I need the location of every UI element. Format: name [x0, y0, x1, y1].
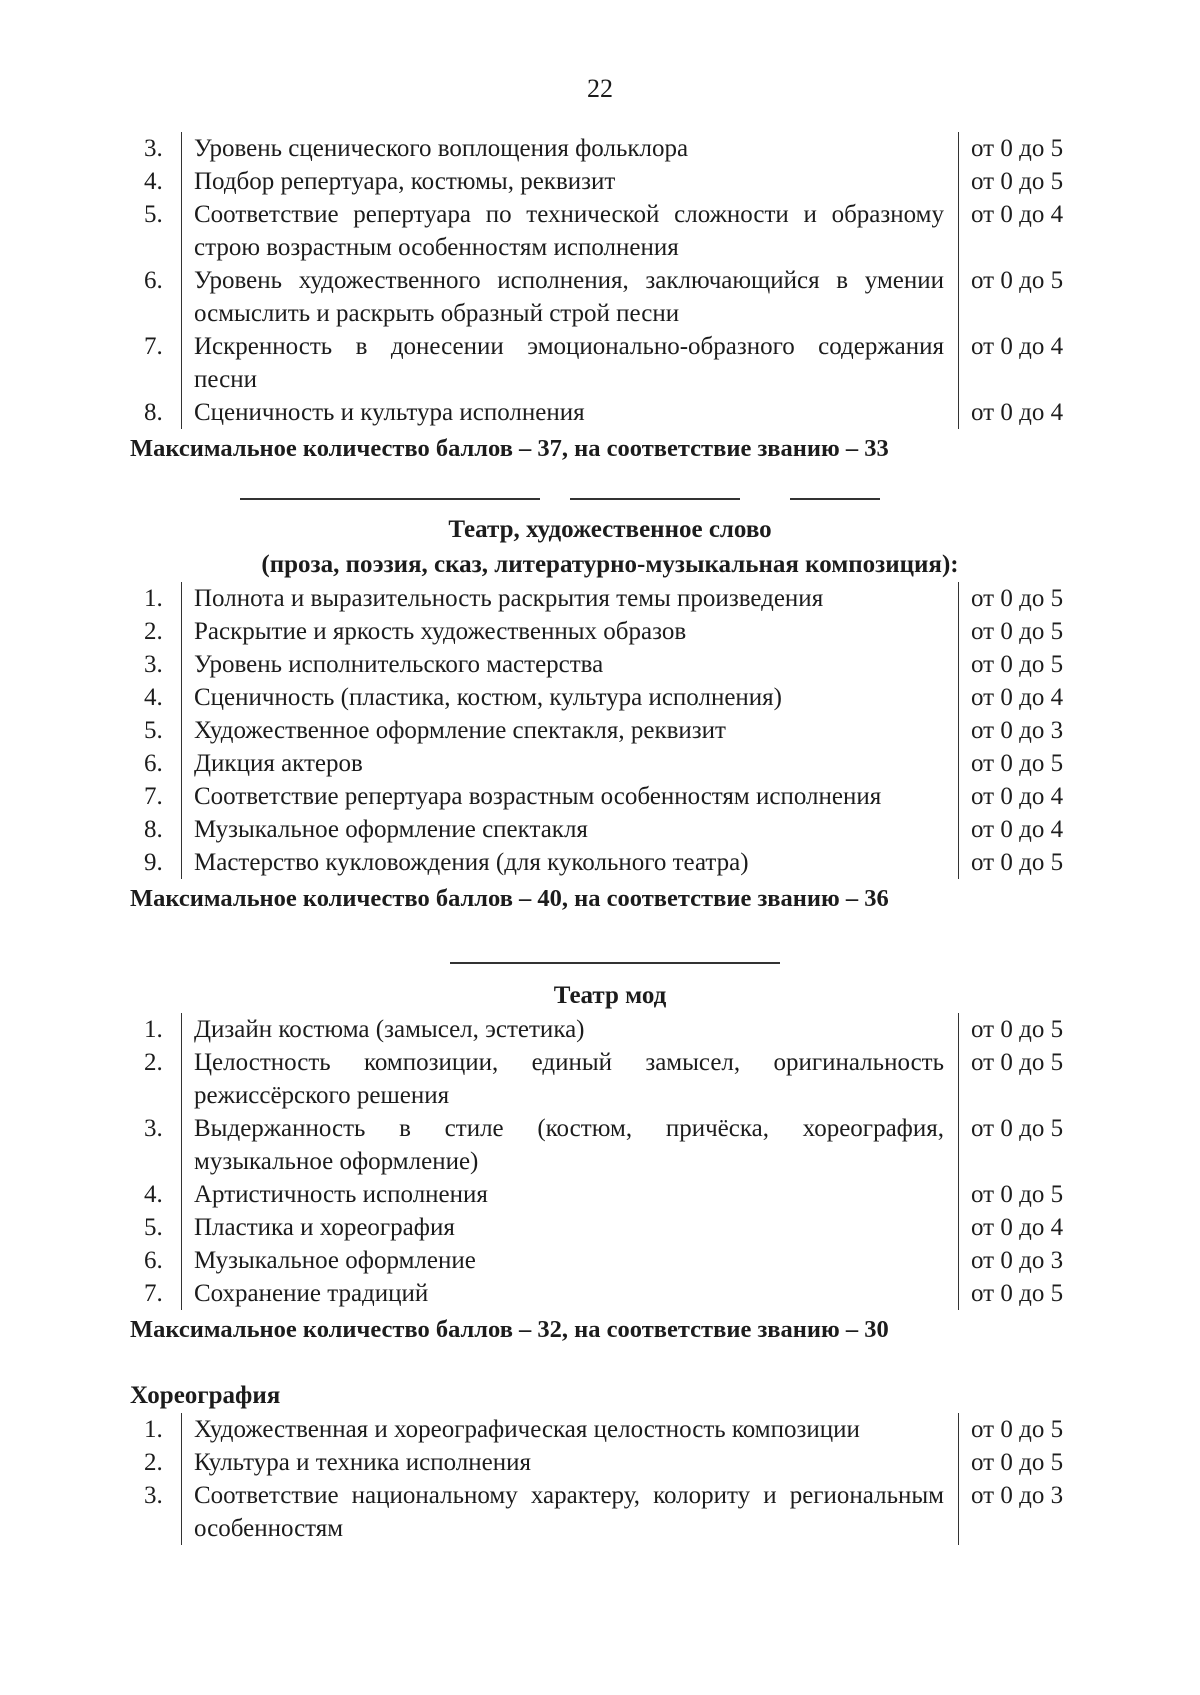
section-theatre — [130, 512, 1090, 917]
table-row — [130, 1112, 1090, 1178]
row-criterion: Соответствие репертуара по технической сложности и образному строю возрастным особенностям исполнения — [194, 201, 944, 261]
row-number: 8. — [130, 396, 182, 429]
row-score: от 0 до 4 — [958, 681, 1090, 714]
row-score: от 0 до 5 — [958, 1178, 1090, 1211]
table-row — [130, 846, 1090, 879]
table-row — [130, 1211, 1090, 1244]
row-score: от 0 до 5 — [958, 1277, 1090, 1310]
max-score-total: Максимальное количество баллов – 40, на соответствие званию – 36 — [130, 885, 889, 912]
row-number: 1. — [130, 582, 182, 615]
row-number: 3. — [130, 1479, 182, 1545]
row-criterion: Художественная и хореографическая целостность композиции — [194, 1416, 860, 1443]
row-number: 4. — [130, 165, 182, 198]
divider-line — [570, 498, 740, 500]
row-criterion: Сценичность и культура исполнения — [194, 399, 585, 426]
row-criterion: Соответствие репертуара возрастным особенностям исполнения — [194, 783, 882, 810]
table-row — [130, 330, 1090, 396]
divider-line — [790, 498, 880, 500]
row-number: 1. — [130, 1013, 182, 1046]
page-number: 22 — [587, 74, 613, 103]
row-criterion: Музыкальное оформление — [194, 1247, 476, 1274]
row-number: 3. — [130, 648, 182, 681]
table-row — [130, 396, 1090, 429]
row-criterion: Раскрытие и яркость художественных образов — [194, 618, 687, 645]
row-criterion: Полнота и выразительность раскрытия темы произведения — [194, 585, 824, 612]
table-row — [130, 1446, 1090, 1479]
row-score: от 0 до 5 — [958, 1446, 1090, 1479]
row-criterion: Соответствие национальному характеру, колориту и региональным особенностям — [194, 1482, 944, 1542]
table-row — [130, 264, 1090, 330]
section-title: Театр мод — [553, 982, 667, 1009]
row-criterion: Уровень сценического воплощения фольклора — [194, 135, 689, 162]
row-score: от 0 до 4 — [958, 198, 1090, 264]
table-row — [130, 1277, 1090, 1310]
row-number: 5. — [130, 1211, 182, 1244]
row-score: от 0 до 4 — [958, 780, 1090, 813]
table-row — [130, 714, 1090, 747]
table-row — [130, 1013, 1090, 1046]
table-row — [130, 681, 1090, 714]
row-criterion: Музыкальное оформление спектакля — [194, 816, 588, 843]
row-score: от 0 до 5 — [958, 648, 1090, 681]
section-subtitle: (проза, поэзия, сказ, литературно-музыкальная композиция): — [261, 551, 959, 578]
row-criterion: Художественное оформление спектакля, реквизит — [194, 717, 726, 744]
divider-line — [450, 962, 780, 964]
table-row — [130, 582, 1090, 615]
table-row — [130, 132, 1090, 165]
row-criterion: Сценичность (пластика, костюм, культура исполнения) — [194, 684, 783, 711]
row-number: 3. — [130, 132, 182, 165]
row-number: 9. — [130, 846, 182, 879]
row-score: от 0 до 5 — [958, 615, 1090, 648]
row-criterion: Дизайн костюма (замысел, эстетика) — [194, 1016, 585, 1043]
row-number: 5. — [130, 198, 182, 264]
row-criterion: Уровень художественного исполнения, заключающийся в умении осмыслить и раскрыть образный строй песни — [194, 267, 944, 327]
row-number: 6. — [130, 1244, 182, 1277]
row-score: от 0 до 4 — [958, 330, 1090, 396]
row-number: 2. — [130, 1446, 182, 1479]
row-criterion: Уровень исполнительского мастерства — [194, 651, 604, 678]
section-choreography — [130, 1378, 1090, 1545]
row-score: от 0 до 5 — [958, 1112, 1090, 1178]
row-criterion: Выдержанность в стиле (костюм, причёска, хореография, музыкальное оформление) — [194, 1115, 944, 1175]
table-row — [130, 780, 1090, 813]
table-row — [130, 198, 1090, 264]
row-number: 7. — [130, 780, 182, 813]
row-score: от 0 до 5 — [958, 1013, 1090, 1046]
row-number: 2. — [130, 615, 182, 648]
row-criterion: Культура и техника исполнения — [194, 1449, 531, 1476]
row-score: от 0 до 3 — [958, 1244, 1090, 1277]
row-score: от 0 до 5 — [958, 1046, 1090, 1112]
row-number: 4. — [130, 681, 182, 714]
row-number: 6. — [130, 747, 182, 780]
table-row — [130, 615, 1090, 648]
row-score: от 0 до 4 — [958, 1211, 1090, 1244]
row-number: 3. — [130, 1112, 182, 1178]
row-score: от 0 до 5 — [958, 264, 1090, 330]
max-score-total: Максимальное количество баллов – 37, на соответствие званию – 33 — [130, 435, 889, 462]
row-criterion: Искренность в донесении эмоционально-образного содержания песни — [194, 333, 944, 393]
row-score: от 0 до 3 — [958, 1479, 1090, 1545]
row-number: 2. — [130, 1046, 182, 1112]
row-score: от 0 до 4 — [958, 396, 1090, 429]
row-criterion: Сохранение традиций — [194, 1280, 429, 1307]
row-number: 7. — [130, 1277, 182, 1310]
table-row — [130, 1046, 1090, 1112]
row-score: от 0 до 5 — [958, 165, 1090, 198]
section-fashion-theatre — [130, 978, 1090, 1348]
row-score: от 0 до 4 — [958, 813, 1090, 846]
row-criterion: Мастерство кукловождения (для кукольного театра) — [194, 849, 749, 876]
table-row — [130, 165, 1090, 198]
row-criterion: Целостность композиции, единый замысел, оригинальность режиссёрского решения — [194, 1049, 944, 1109]
row-score: от 0 до 5 — [958, 747, 1090, 780]
row-criterion: Дикция актеров — [194, 750, 363, 777]
row-number: 5. — [130, 714, 182, 747]
row-criterion: Артистичность исполнения — [194, 1181, 488, 1208]
row-score: от 0 до 3 — [958, 714, 1090, 747]
row-score: от 0 до 5 — [958, 1413, 1090, 1446]
row-number: 8. — [130, 813, 182, 846]
table-row — [130, 813, 1090, 846]
table-row — [130, 648, 1090, 681]
row-number: 7. — [130, 330, 182, 396]
table-row — [130, 1413, 1090, 1446]
row-criterion: Пластика и хореография — [194, 1214, 455, 1241]
section-folklore — [130, 132, 1090, 467]
section-title: Театр, художественное слово — [448, 516, 772, 543]
row-number: 4. — [130, 1178, 182, 1211]
table-row — [130, 1479, 1090, 1545]
max-score-total: Максимальное количество баллов – 32, на соответствие званию – 30 — [130, 1316, 889, 1343]
row-score: от 0 до 5 — [958, 132, 1090, 165]
section-title: Хореография — [130, 1382, 281, 1409]
table-row — [130, 1178, 1090, 1211]
table-row — [130, 1244, 1090, 1277]
row-number: 1. — [130, 1413, 182, 1446]
row-criterion: Подбор репертуара, костюмы, реквизит — [194, 168, 616, 195]
divider-line — [240, 498, 540, 500]
row-score: от 0 до 5 — [958, 582, 1090, 615]
row-score: от 0 до 5 — [958, 846, 1090, 879]
row-number: 6. — [130, 264, 182, 330]
table-row — [130, 747, 1090, 780]
